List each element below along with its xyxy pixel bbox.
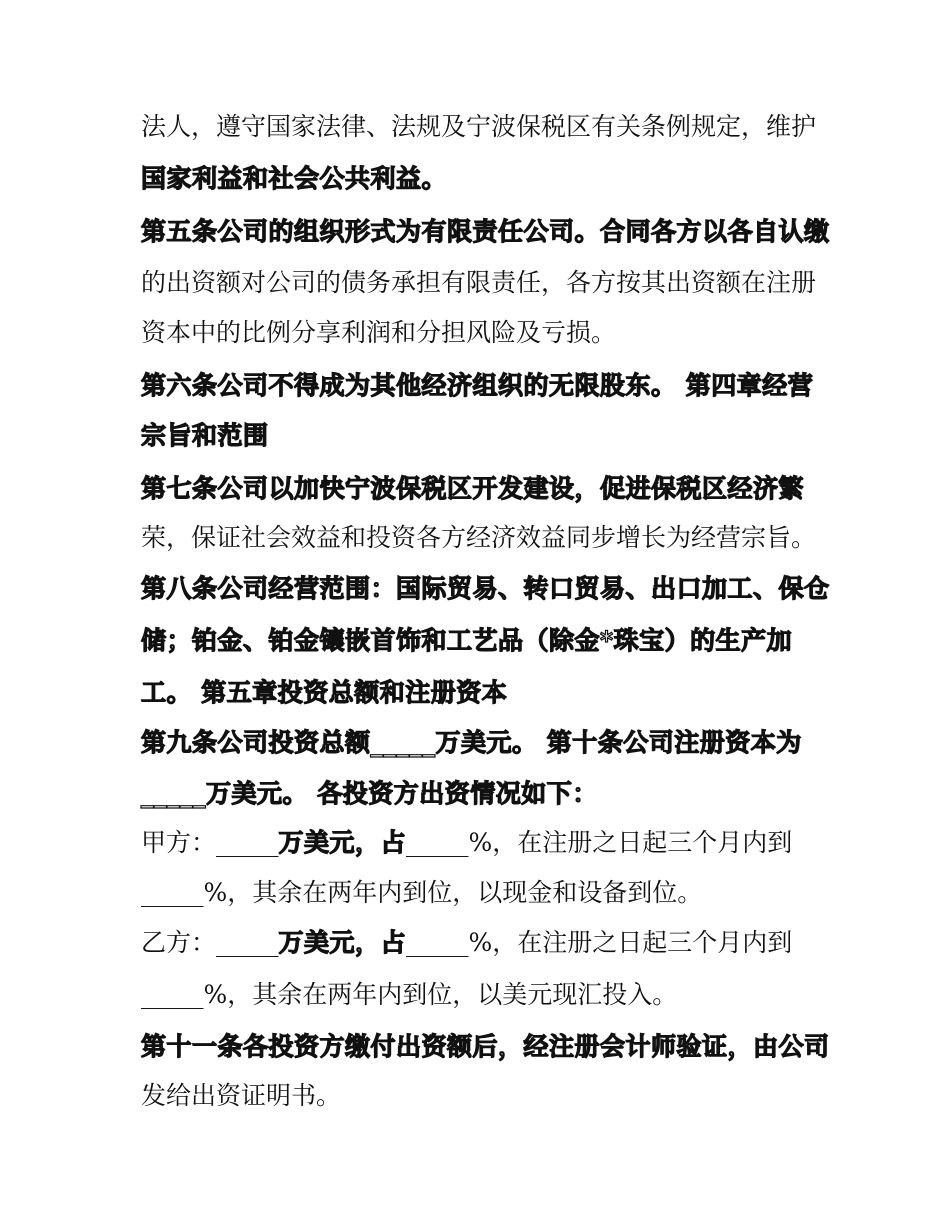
article-6-heading [141,369,813,403]
chapter-5-heading [141,676,507,710]
text-line [141,1079,341,1113]
text-segment: _____%，在注册之日起三个月内到 [406,828,793,857]
text-line [141,316,616,350]
text-segment: 第八条公司经营范围：国际贸易、转口贸易、出口加工、保仓 [141,574,830,603]
text-segment: _____%，在注册之日起三个月内到 [406,928,793,957]
text-segment: 甲方：_____ [141,828,279,857]
article-8-heading [141,572,830,606]
text-segment: 万美元，占 [278,828,407,857]
article-5-heading [141,215,830,249]
text-segment: 的出资额对公司的债务承担有限责任，各方按其出资额在注册 [141,268,817,297]
text-line [141,521,816,555]
text-line [141,876,702,910]
article-9-heading [141,726,802,760]
text-line [141,110,816,144]
text-segment: 第九条公司投资总额_____万美元。 第十条公司注册资本为 [141,728,802,757]
text-line [141,419,269,453]
text-segment: _____%，其余在两年内到位，以美元现汇投入。 [141,980,678,1009]
text-segment: 发给出资证明书。 [141,1081,342,1110]
text-segment: _____万美元。 各投资方出资情况如下： [141,779,598,808]
text-segment: 储；铂金、铂金镶嵌首饰和工艺品（除金*珠宝）的生产加 [141,626,793,655]
text-segment: _____%，其余在两年内到位，以现金和设备到位。 [141,878,703,907]
text-line [141,266,816,300]
text-segment: 荣，保证社会效益和投资各方经济效益同步增长为经营宗旨。 [141,523,817,552]
article-11-heading [141,1030,830,1064]
text-line [141,978,677,1012]
text-line [141,777,598,811]
text-line [141,624,792,658]
text-segment: 资本中的比例分享利润和分担风险及亏损。 [141,318,617,347]
text-segment: 第六条公司不得成为其他经济组织的无限股东。 第四章经营 [141,371,814,400]
text-segment: 乙方：_____ [141,928,279,957]
party-b-line [141,926,792,960]
text-line [141,162,447,196]
text-segment: 万美元，占 [278,928,407,957]
party-a-line [141,826,792,860]
text-segment: 第五条公司的组织形式为有限责任公司。合同各方以各自认缴 [141,217,830,246]
text-segment: 工。 第五章投资总额和注册资本 [141,678,508,707]
article-7-heading [141,472,804,506]
text-segment: 第七条公司以加快宁波保税区开发建设，促进保税区经济繁 [141,474,805,503]
text-segment: 宗旨和范围 [141,421,269,450]
text-segment: 法人，遵守国家法律、法规及宁波保税区有关条例规定，维护 [141,112,817,141]
text-segment: 国家利益和社会公共利益。 [141,164,448,193]
text-segment: 第十一条各投资方缴付出资额后，经注册会计师验证，由公司 [141,1032,830,1061]
